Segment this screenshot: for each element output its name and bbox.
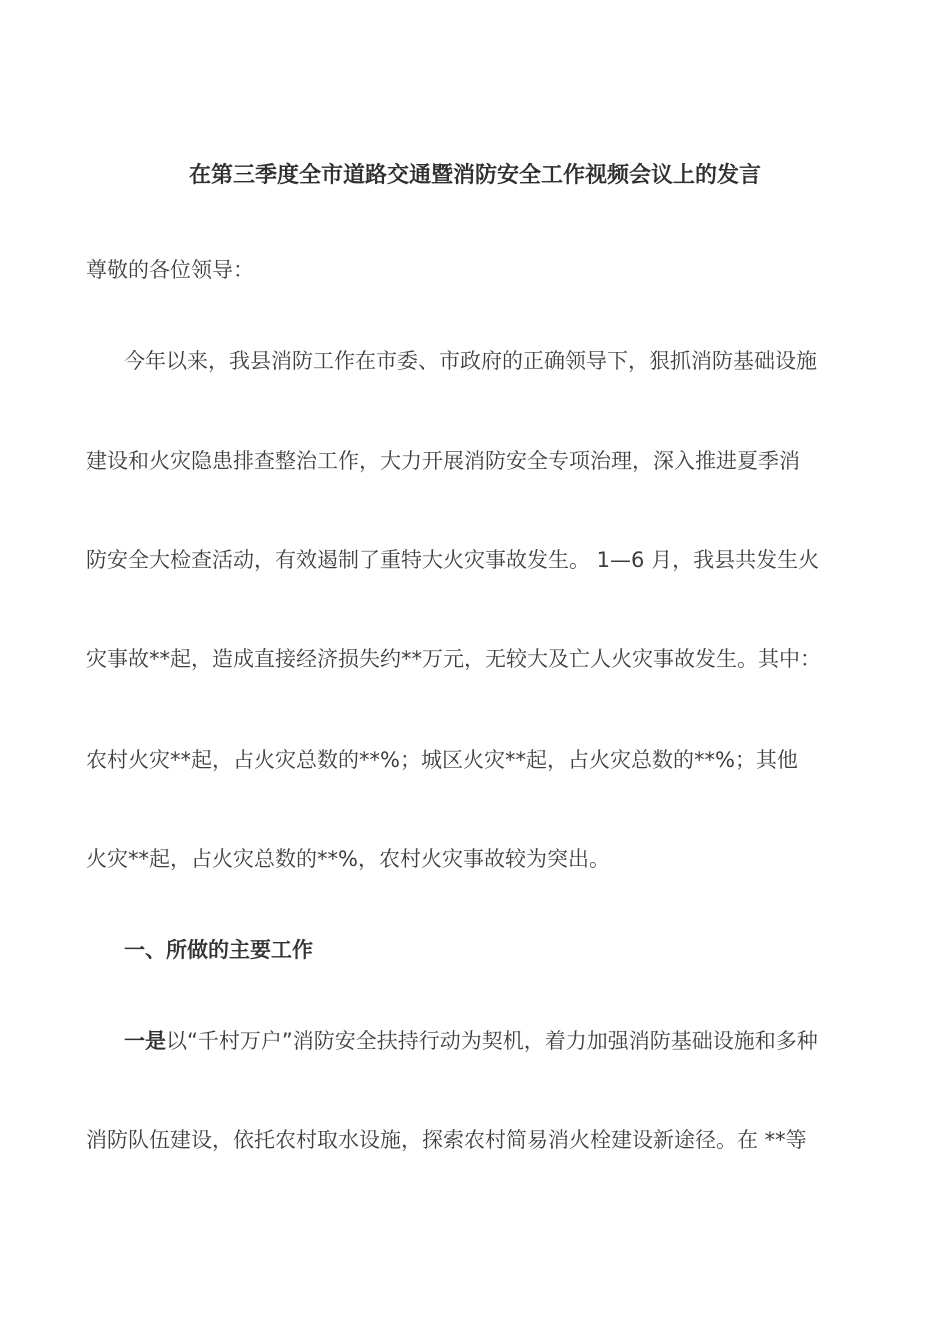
section-heading: 一、所做的主要工作 [124, 938, 313, 962]
paragraph-line: 防安全大检查活动，有效遏制了重特大火灾事故发生。 1—6 月，我县共发生火 [86, 548, 820, 572]
paragraph-line: 今年以来，我县消防工作在市委、市政府的正确领导下，狠抓消防基础设施 [124, 349, 817, 373]
document-title: 在第三季度全市道路交通暨消防安全工作视频会议上的发言 [188, 163, 761, 188]
paragraph-line [124, 1026, 818, 1056]
paragraph-line: 建设和火灾隐患排查整治工作，大力开展消防安全专项治理，深入推进夏季消 [86, 449, 800, 473]
paragraph-text: 以“千村万户”消防安全扶持行动为契机，着力加强消防基础设施和多种 [166, 1029, 818, 1053]
paragraph-line: 火灾**起，占火灾总数的**%，农村火灾事故较为突出。 [86, 847, 610, 871]
paragraph-line: 灾事故**起，造成直接经济损失约**万元，无较大及亡人火灾事故发生。其中： [86, 647, 821, 671]
salutation: 尊敬的各位领导： [86, 258, 254, 282]
paragraph-line: 消防队伍建设，依托农村取水设施，探索农村简易消火栓建设新途径。在 **等 [86, 1128, 807, 1152]
paragraph-line: 农村火灾**起，占火灾总数的**%；城区火灾**起，占火灾总数的**%；其他 [86, 748, 798, 772]
lead-term: 一是 [124, 1029, 166, 1053]
